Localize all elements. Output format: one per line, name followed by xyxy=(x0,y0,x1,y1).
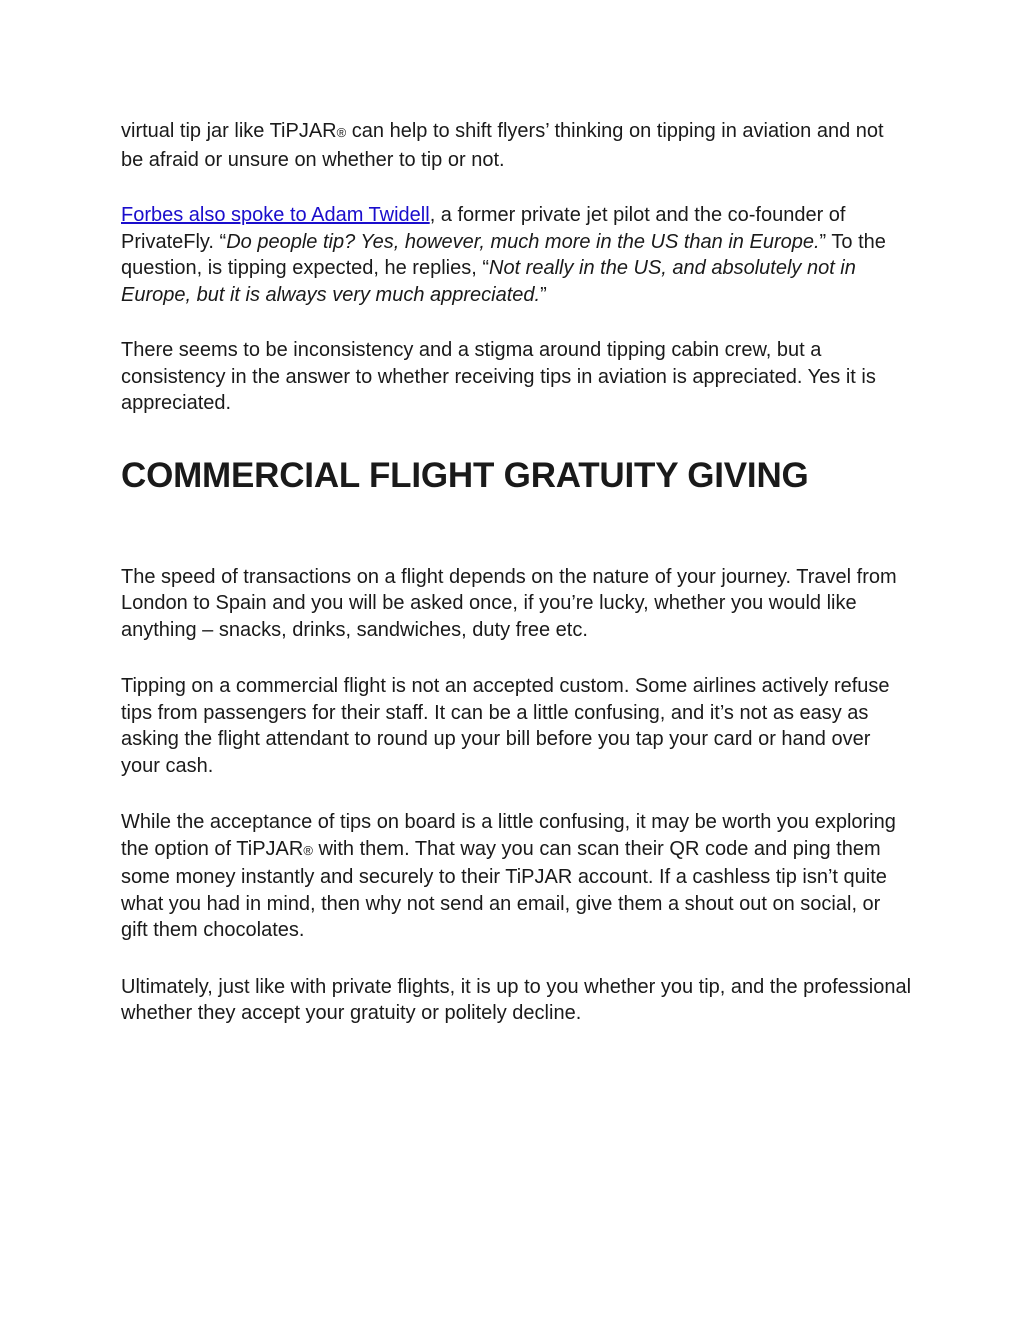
paragraph-text: ” To the question, is tipping expected, he replies, “ xyxy=(121,230,886,279)
paragraph-tipjar-intro xyxy=(121,118,911,173)
paragraph-text: with them. That way you can scan their QR code and ping them some money instantly and securely to their TiPJAR account. If a cashless tip isn’t quite what you had in mind, then why not send an email, give them a shout out on social, or gift them chocolates. xyxy=(121,837,887,941)
paragraph-text: ” xyxy=(540,283,547,306)
paragraph-tipjar-option xyxy=(121,809,911,944)
forbes-article-link[interactable]: Forbes also spoke to Adam Twidell xyxy=(121,204,430,226)
paragraph-transactions: The speed of transactions on a flight depends on the nature of your journey. Travel from London to Spain and you will be asked once, if you’re lucky, whether you would like anything – snacks, drinks, sandwiches, duty free etc. xyxy=(121,565,897,641)
paragraph-text: virtual tip jar like TiPJAR xyxy=(121,120,337,142)
paragraph-inconsistency: There seems to be inconsistency and a stigma around tipping cabin crew, but a consistency in the answer to whether receiving tips in aviation is appreciated. Yes it is appreciated. xyxy=(121,339,876,414)
registered-mark: ® xyxy=(336,125,347,140)
section-heading: COMMERCIAL FLIGHT GRATUITY GIVING xyxy=(121,455,809,495)
registered-mark: ® xyxy=(303,842,313,858)
paragraph-conclusion: Ultimately, just like with private flights, it is up to you whether you tip, and the professional whether they accept your gratuity or politely decline. xyxy=(121,975,912,1024)
paragraph-text: , a former private jet pilot and the co-founder of PrivateFly. “ xyxy=(121,204,846,253)
paragraph-forbes-quote xyxy=(121,202,911,308)
document-body xyxy=(121,118,911,1027)
quote-text: Not really in the US, and absolutely not in Europe, but it is always very much appreciated. xyxy=(121,257,856,306)
paragraph-tipping-custom: Tipping on a commercial flight is not an accepted custom. Some airlines actively refuse tips from passengers for their staff. It can be a little confusing, and it’s not as easy as asking the flight attendant to round up your bill before you tap your card or hand over your cash. xyxy=(121,675,890,777)
paragraph-text: While the acceptance of tips on board is a little confusing, it may be worth you exploring the option of TiPJAR xyxy=(121,811,896,860)
quote-text: Do people tip? Yes, however, much more in the US than in Europe. xyxy=(226,230,820,253)
paragraph-text: can help to shift flyers’ thinking on tipping in aviation and not be afraid or unsure on whether to tip or not. xyxy=(121,120,884,171)
